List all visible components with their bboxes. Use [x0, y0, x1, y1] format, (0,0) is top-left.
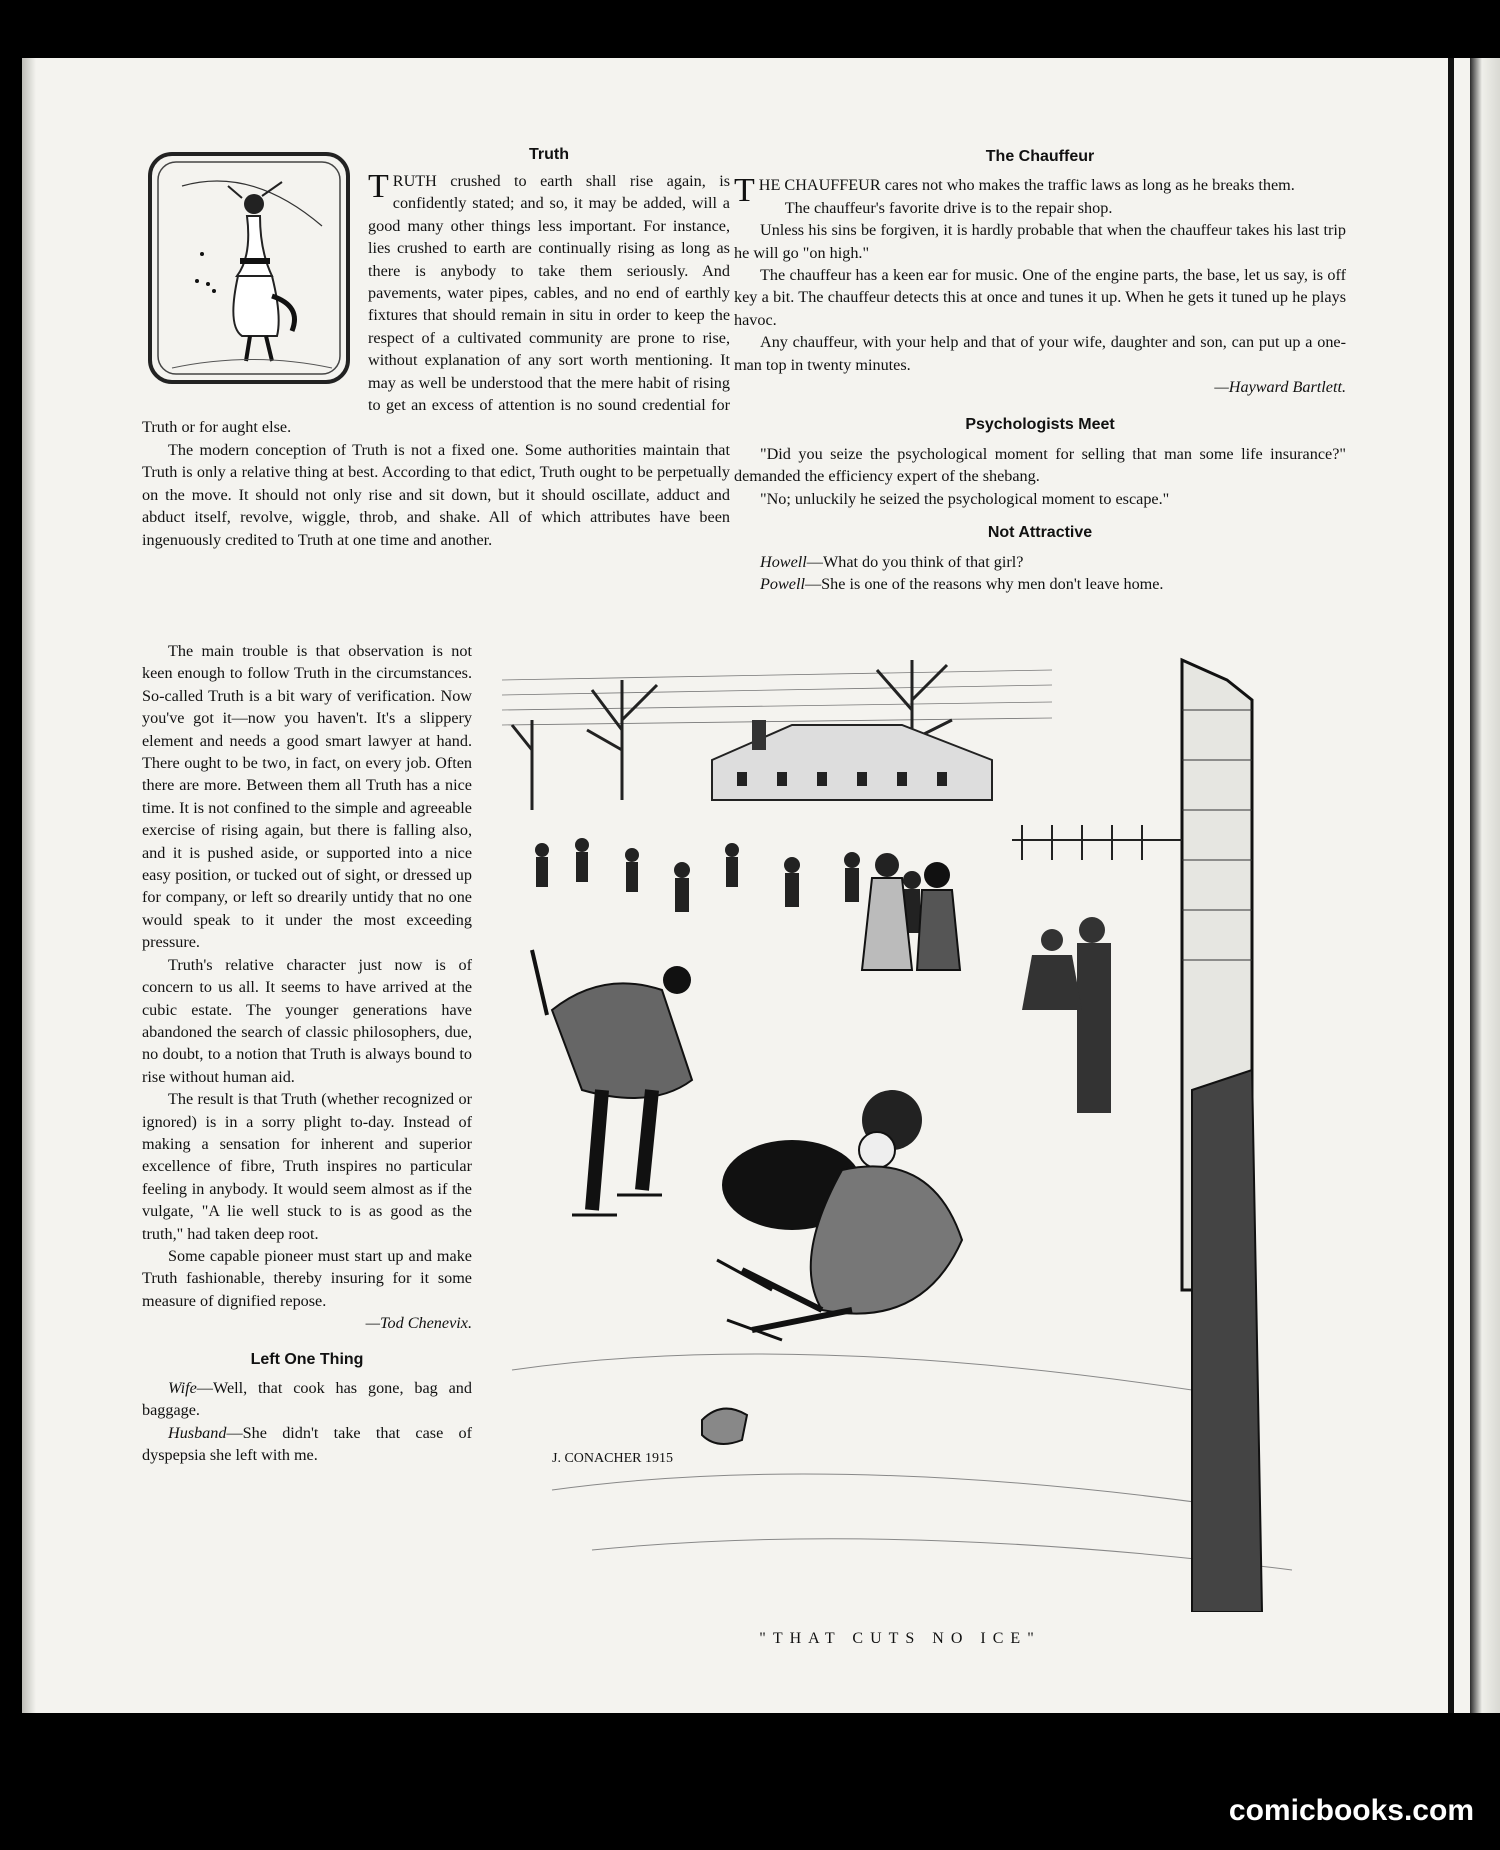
- not-attractive-line-1: [734, 551, 1346, 573]
- site-watermark: comicbooks.com: [1228, 1794, 1474, 1827]
- speaker-howell: Howell: [760, 552, 807, 571]
- dropped-bag-icon: [702, 1409, 747, 1444]
- speaker-husband: Husband: [168, 1423, 227, 1442]
- truth-article: [142, 146, 730, 551]
- chauffeur-paragraph-3: Unless his sins be forgiven, it is hardly probable that when the chauffeur takes his last trip he will go "on high.": [734, 221, 1346, 262]
- left-one-thing-line-1: [142, 1377, 472, 1422]
- truth-paragraph-2: The modern conception of Truth is not a fixed one. Some authorities maintain that Truth is only a relative thing at best. According to that edict, Truth ought to be perpetually on the move. It should not only rise and sit down, but it should oscillate, adduct and abduct itself, revolve, wiggle, throb, and shake. All of which attributes have been ingenuously credited to Truth at one time and another.: [142, 440, 730, 549]
- artist-signature: J. CONACHER 1915: [552, 1451, 673, 1466]
- illustration-caption: "THAT CUTS NO ICE": [759, 1630, 1041, 1647]
- psychologists-paragraph-2: "No; unluckily he seized the psychological moment to escape.": [760, 489, 1170, 508]
- speaker-powell: Powell: [760, 574, 805, 593]
- chauffeur-paragraph-4: The chauffeur has a keen ear for music. One of the engine parts, the base, let us say, is off key a bit. The chauffeur detects this at once and tunes it up. When he gets it tuned up he plays havoc.: [734, 266, 1346, 329]
- page-gutter: [1448, 58, 1454, 1713]
- left-one-thing-line-2: [142, 1422, 472, 1467]
- chauffeur-dropcap: T: [734, 172, 755, 210]
- line-2-text: —She didn't take that case of dyspepsia she left with me.: [142, 1423, 472, 1465]
- page-edge-shadow: [22, 58, 36, 1713]
- truth-signature: —Tod Chenevix.: [365, 1314, 472, 1333]
- not-attractive-line-2: [734, 573, 1346, 595]
- dancing-figure-sketch: [142, 146, 356, 392]
- chauffeur-opening-text: HE CHAUFFEUR cares not who makes the traffic laws as long as he breaks them.: [758, 176, 1295, 195]
- powell-text: —She is one of the reasons why men don't leave home.: [804, 574, 1164, 593]
- chauffeur-paragraph-2: The chauffeur's favorite drive is to the repair shop.: [784, 198, 1113, 217]
- truth-paragraph-3: The main trouble is that observation is not keen enough to follow Truth in the circumstances. So-called Truth is a bit wary of verification. Now you've got it—now you haven't. It's a slippery element and needs a good smart lawyer at hand. There ought to be two, in fact, on every job. Often there are more. Between them all Truth has a nice time. It is not confined to the simple and agreeable exercise of rising again, but there is falling also, and it is pushed aside, or supported into a nice easy position, or tucked out of sight, or dressed up for company, or left so drearily untidy that no one would speak to it under the most exceeding pressure.: [142, 642, 472, 952]
- line-1-text: —Well, that cook has gone, bag and baggage.: [142, 1379, 472, 1420]
- psychologists-heading: Psychologists Meet: [965, 416, 1115, 434]
- truth-opening-text: RUTH crushed to earth shall rise again, is confidently stated; and so, it may be added, will a good many other things less important. For instance, lies crushed to earth are continually rising as long as there is anybody to take them seriously. And pavements, water pipes, cables, and no end of earthly fixtures that should remain in situ in order to keep the respect of a cultivated community are prone to rise, without explanation of any sort worth mentioning. It may as well be understood that the mere habit of rising to get an excess of attention is no sound credential for Truth or for aught else.: [142, 172, 730, 437]
- skating-scene-illustration: [492, 650, 1340, 1612]
- truth-paragraph-4: Truth's relative character just now is of concern to us all. It seems to have arrived at the cubic estate. The younger generations have abandoned the search of classic philosophers, due, no doubt, to a notion that Truth is always bound to rise without human aid.: [142, 955, 472, 1086]
- left-one-thing-heading: Left One Thing: [250, 1350, 364, 1368]
- truth-article-continued: [142, 640, 472, 1467]
- truth-paragraph-5: The result is that Truth (whether recognized or ignored) is in a sorry plight to-day. Instead of making a sensation for inherent and superior excellence of fibre, Truth inspires no particular feeling in anybody. It would seem almost as if the vulgate, "A lie well stuck to is as good as the truth," had taken deep root.: [142, 1090, 472, 1243]
- psychologists-paragraph-1: "Did you seize the psychological moment for selling that man some life insurance?" demanded the efficiency expert of the shebang.: [734, 444, 1346, 486]
- howell-text: —What do you think of that girl?: [806, 552, 1024, 571]
- not-attractive-heading: Not Attractive: [987, 524, 1093, 542]
- speaker-wife: Wife: [168, 1379, 197, 1397]
- chauffeur-paragraph-5: Any chauffeur, with your help and that of your wife, daughter and son, can put up a one-man top in twenty minutes.: [734, 333, 1346, 374]
- right-column: [734, 146, 1346, 595]
- truth-paragraph-6: Some capable pioneer must start up and make Truth fashionable, thereby insuring for it some measure of dignified repose.: [142, 1246, 472, 1310]
- facing-page-edge: [1470, 58, 1500, 1713]
- truth-heading: Truth: [529, 146, 569, 163]
- chauffeur-signature: —Hayward Bartlett.: [1214, 378, 1346, 397]
- truth-dropcap: T: [368, 168, 389, 205]
- chauffeur-heading: The Chauffeur: [985, 148, 1095, 165]
